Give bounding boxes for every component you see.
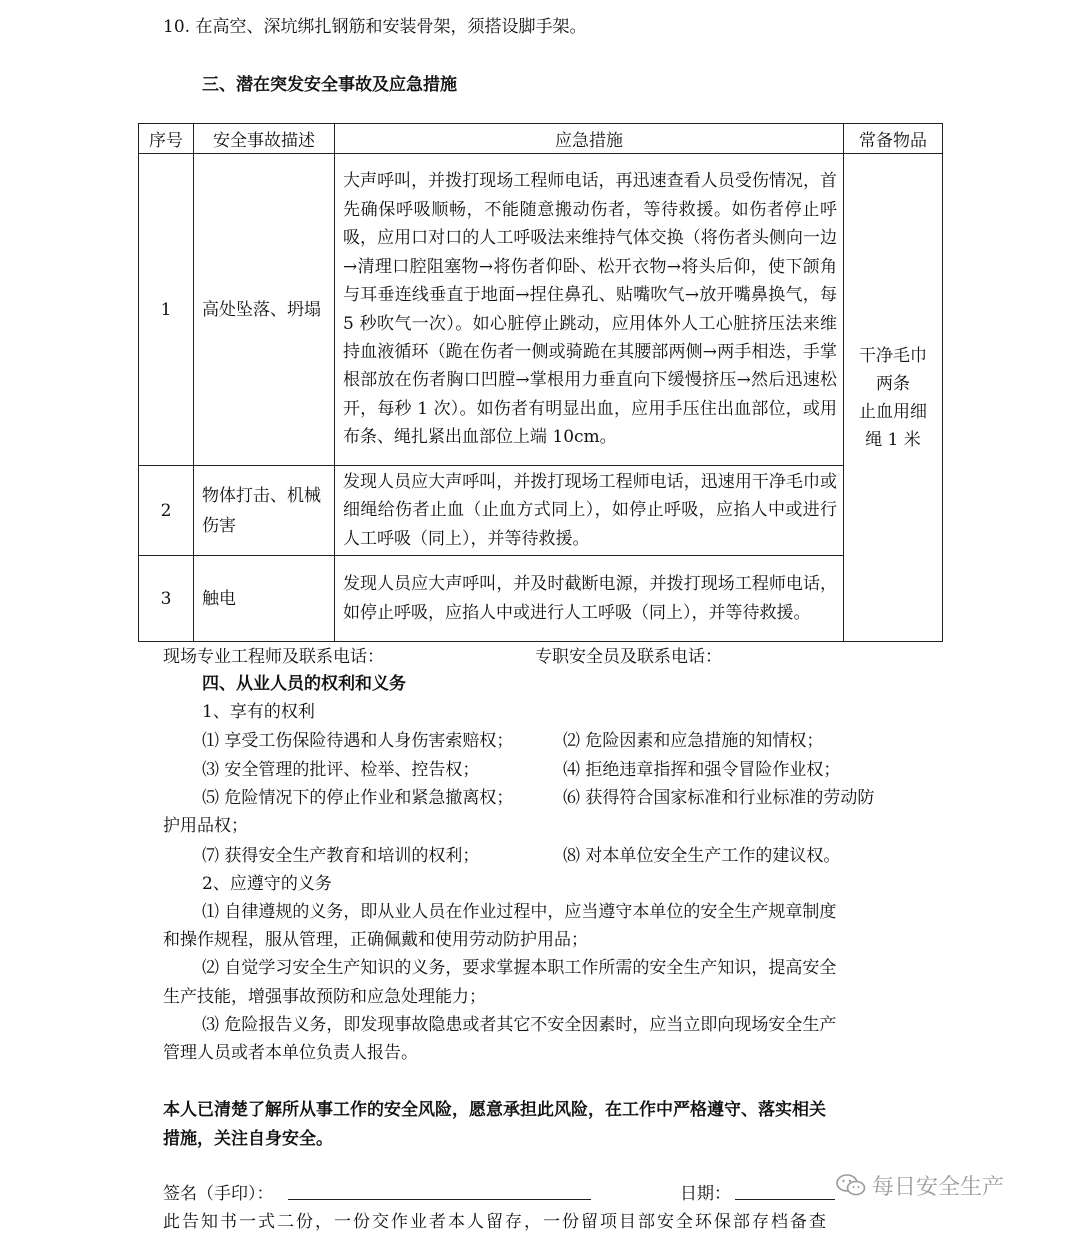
table-row [139, 556, 943, 642]
contact-safety-officer-label: 专职安全员及联系电话： [535, 647, 722, 667]
right-item: ⑸ 危险情况下的停止作业和紧急撤离权； [202, 788, 514, 808]
supplies-line: 绳 1 米 [865, 429, 921, 450]
emergency-measure: 大声呼叫，并拨打现场工程师电话，再迅速查看人员受伤情况，首先确保呼吸顺畅，不能随意搬动伤者，等待救援。如伤者停止呼吸，应用口对口的人工呼吸法来维持气体交换（将伤者头侧向一边→清理口腔阻塞物→将伤者仰卧、松开衣物→将头后仰，使下颌角与耳垂连线垂直于地面→捏住鼻孔、贴嘴吹气→放开嘴鼻换气，每 5 秒吹气一次）。如心脏停止跳动，应用体外人工心脏挤压法来维持血液循环（跪在伤者一侧或骑跪在其腰部两侧→两手相迭，手掌根部放在伤者胸口凹膛→掌根用力垂直向下缓慢挤压→然后迅速松开，每秒 1 次）。如伤者有明显出血，应用手压住出血部位，或用布条、绳扎紧出血部位上端 10cm。 [335, 154, 844, 466]
supplies-line: 两条 [876, 373, 910, 394]
col-header-description: 安全事故描述 [194, 124, 335, 154]
right-item: ⑺ 获得安全生产教育和培训的权利； [202, 846, 480, 866]
duties-title: 2、应遵守的义务 [202, 874, 332, 894]
contact-engineer-label: 现场专业工程师及联系电话： [163, 647, 384, 667]
emergency-measure: 发现人员应大声呼叫，并拨打现场工程师电话，迅速用干净毛巾或细绳给伤者止血（止血方式同上），如停止呼吸，应掐人中或进行人工呼吸（同上），并等待救援。 [335, 466, 844, 556]
date-label: 日期： [680, 1184, 731, 1204]
emergency-measure: 发现人员应大声呼叫，并及时截断电源，并拨打现场工程师电话，如停止呼吸，应掐人中或进行人工呼吸（同上），并等待救援。 [335, 556, 844, 642]
rights-title: 1、享有的权利 [202, 702, 315, 722]
right-item-continued: 护用品权； [163, 816, 248, 836]
signature-label: 签名（手印）： [163, 1184, 274, 1204]
section-3-title: 三、潜在突发安全事故及应急措施 [202, 75, 457, 95]
declaration-line: 措施，关注自身安全。 [163, 1129, 333, 1149]
right-item: ⑻ 对本单位安全生产工作的建议权。 [563, 846, 841, 866]
signature-field[interactable] [288, 1199, 591, 1200]
right-item: ⑴ 享受工伤保险待遇和人身伤害索赔权； [202, 731, 514, 751]
supplies-line: 干净毛巾 [859, 345, 927, 366]
footer-note: 此告知书一式二份，一份交作业者本人留存，一份留项目部安全环保部存档备查 [163, 1212, 828, 1232]
accident-description: 高处坠落、坍塌 [194, 154, 335, 466]
table-row [139, 466, 943, 556]
col-header-supplies: 常备物品 [844, 124, 943, 154]
right-item: ⑶ 安全管理的批评、检举、控告权； [202, 760, 480, 780]
section-4-title: 四、从业人员的权利和义务 [202, 674, 406, 694]
col-header-measures: 应急措施 [335, 124, 844, 154]
duty-item-continued: 和操作规程，服从管理，正确佩戴和使用劳动防护用品； [163, 930, 588, 950]
duty-item: ⑶ 危险报告义务，即发现事故隐患或者其它不安全因素时，应当立即向现场安全生产 [202, 1015, 837, 1035]
row-number: 3 [139, 556, 194, 642]
date-field[interactable] [735, 1199, 835, 1200]
row-number: 1 [139, 154, 194, 466]
table-row [139, 154, 943, 466]
duty-item: ⑴ 自律遵规的义务，即从业人员在作业过程中，应当遵守本单位的安全生产规章制度 [202, 902, 837, 922]
row-number: 2 [139, 466, 194, 556]
right-item: ⑹ 获得符合国家标准和行业标准的劳动防 [563, 788, 875, 808]
watermark [836, 1170, 1004, 1203]
supplies-cell [844, 154, 943, 642]
accident-description: 触电 [194, 556, 335, 642]
duty-item-continued: 生产技能，增强事故预防和应急处理能力； [163, 987, 486, 1007]
duty-item: ⑵ 自觉学习安全生产知识的义务，要求掌握本职工作所需的安全生产知识，提高安全 [202, 958, 837, 978]
accident-description: 物体打击、机械伤害 [194, 466, 335, 556]
declaration-line: 本人已清楚了解所从事工作的安全风险，愿意承担此风险，在工作中严格遵守、落实相关 [163, 1100, 826, 1120]
item-10: 10. 在高空、深坑绑扎钢筋和安装骨架，须搭设脚手架。 [163, 17, 587, 37]
right-item: ⑵ 危险因素和应急措施的知情权； [563, 731, 824, 751]
right-item: ⑷ 拒绝违章指挥和强令冒险作业权； [563, 760, 841, 780]
watermark-text: 每日安全生产 [872, 1175, 1005, 1200]
duty-item-continued: 管理人员或者本单位负责人报告。 [163, 1043, 418, 1063]
wechat-icon [836, 1173, 866, 1203]
supplies-line: 止血用细 [859, 401, 927, 422]
col-header-number: 序号 [139, 124, 194, 154]
emergency-table [138, 123, 943, 642]
table-header-row [139, 124, 943, 154]
